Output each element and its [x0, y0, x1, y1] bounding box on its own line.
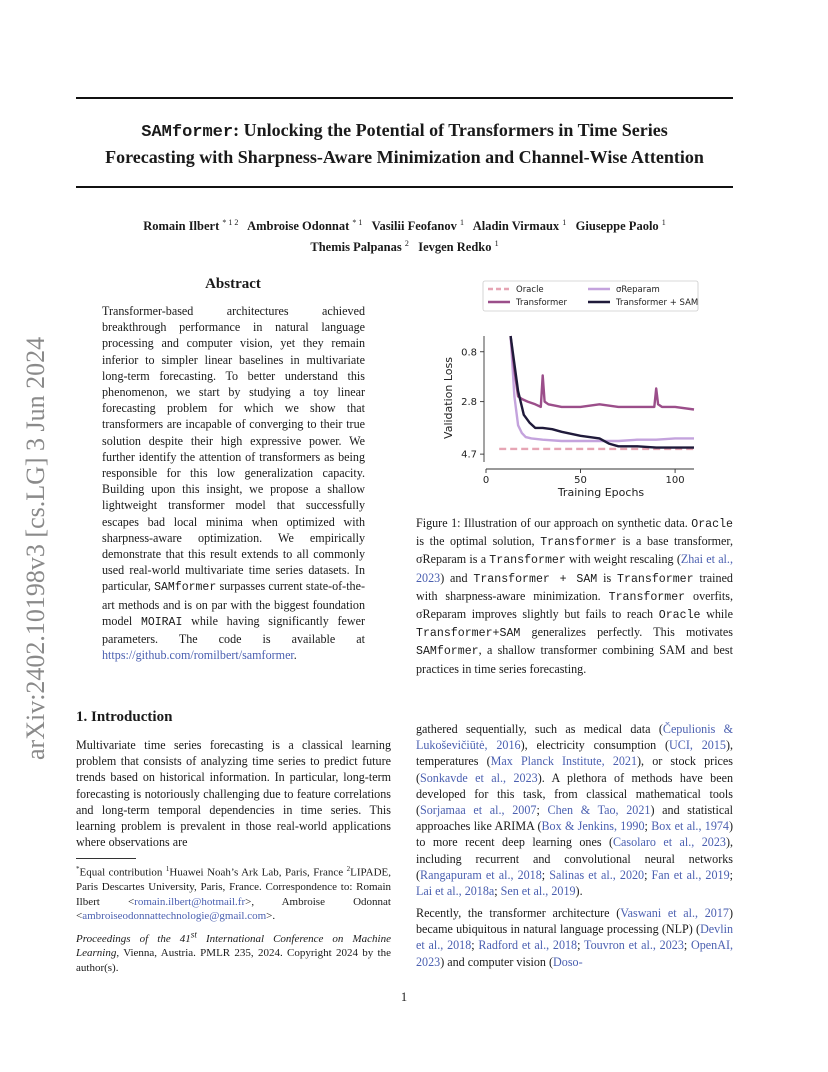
- series-line-reparam: [511, 336, 694, 441]
- citation-link[interactable]: Chen & Tao, 2021: [547, 803, 651, 818]
- x-axis-label: Training Epochs: [557, 486, 645, 499]
- x-ticks: [483, 469, 685, 486]
- email-link[interactable]: ambroiseodonnattechnologie@gmail.com: [82, 910, 267, 923]
- citation-link[interactable]: UCI, 2015: [669, 738, 726, 753]
- legend-label-oracle: Oracle: [516, 285, 544, 295]
- footnote-rule: [76, 858, 136, 859]
- citation-link[interactable]: Sorjamaa et al., 2007: [420, 803, 537, 818]
- abstract-heading: Abstract: [205, 276, 261, 292]
- citation-link[interactable]: Box et al., 1974: [651, 819, 729, 834]
- author-list: [76, 214, 733, 256]
- intro-paragraph: Multivariate time series forecasting is a classical learning problem that consists of analyzing time series to predict future trends based on historical information. In particular, long-term forecasting is notoriously challenging due to feature correlations and long-term temporal dependencies in time series. This learning problem is prevalent in those real-world applications where observations are: [76, 738, 391, 850]
- footnote: *Equal contribution $^1$Huawei Noah’s Ark Lab, Paris, France $^2$LIPADE, Paris Descartes University, Paris, France. Correspondence to: Romain Ilbert <romain.ilbert@hotmail.fr>, Ambroise Odonnat <ambroiseodonnattechnologie@gmail.com>.: [76, 865, 391, 923]
- paper-title: SAMformer: Unlocking the Potential of Transformers in Time Series Forecasting with Sharpness-Aware Minimization and Channel-Wise Attention: [105, 120, 704, 167]
- plot-lines: [499, 336, 694, 449]
- citation-link[interactable]: Touvron et al., 2023: [584, 938, 684, 953]
- citation-link[interactable]: Rangapuram et al., 2018: [420, 867, 542, 882]
- citation-link[interactable]: OpenAI, 2023: [416, 938, 734, 969]
- citation-link[interactable]: Zhai et al., 2023: [416, 552, 733, 585]
- author: Aladin Virmaux $^1$: [472, 218, 567, 234]
- page-number: 1: [400, 990, 408, 1004]
- figure-validation-loss-chart: [438, 278, 738, 503]
- y-ticks: [461, 347, 484, 460]
- author: Romain Ilbert $^{* 1 2}$: [143, 218, 239, 234]
- x-tick-label: 100: [665, 475, 685, 486]
- y-axis-label: Validation Loss: [442, 357, 455, 439]
- citation-link[interactable]: Devlin et al., 2018: [416, 922, 733, 953]
- title-bottom-rule: [76, 186, 733, 188]
- citation-link[interactable]: Doso-: [553, 954, 583, 969]
- y-tick-label: 2.8: [461, 397, 477, 409]
- legend-label-reparam: σReparam: [616, 285, 660, 295]
- proceedings-note: Proceedings of the 41st International Conference on Machine Learning, Vienna, Austria. PMLR 235, 2024. Copyright 2024 by the author(s).: [76, 929, 391, 974]
- citation-link[interactable]: Box & Jenkins, 1990: [541, 819, 645, 834]
- figure-caption: Figure 1: Illustration of our approach on synthetic data. Oracle is the optimal solution, Transformer is a base transformer, σReparam is a Transformer with weight rescaling (Zhai et al., 2023) and Transformer + SAM is Transformer trained with sharpness-aware minimization. Transformer overfits, σReparam improves slightly but fails to reach Oracle while Transformer+SAM generalizes perfectly. This motivates SAMformer, a shallow transformer combining SAM and best practices in time series forecasting.: [416, 516, 733, 676]
- intro-paragraph-2: Recently, the transformer architecture (Vaswani et al., 2017) became ubiquitous in natural language processing (NLP) (Devlin et al., 2018; Radford et al., 2018; Touvron et al., 2023; OpenAI, 2023) and computer vision (Doso-: [416, 906, 734, 969]
- author: Vasilii Feofanov $^1$: [371, 218, 464, 234]
- legend-label-sam: Transformer + SAM: [616, 298, 699, 308]
- citation-link[interactable]: Fan et al., 2019: [651, 867, 730, 882]
- author: Themis Palpanas $^2$: [310, 239, 409, 255]
- x-tick-label: 50: [574, 475, 587, 486]
- citation-link[interactable]: Čepulionis & Lukoševičiūtė, 2016: [416, 722, 734, 753]
- author: Giuseppe Paolo $^1$: [575, 218, 666, 234]
- author: Ievgen Redko $^1$: [418, 239, 499, 255]
- section-heading-introduction: 1. Introduction: [76, 709, 173, 725]
- abstract-text: Transformer-based architectures achieved breakthrough performance in natural language processing and computer vision, yet they remain inferior to simpler linear baselines in multivariate long-term forecasting. To better understand this phenomenon, we start by studying a toy linear forecasting problem for which we show that transformers are incapable of converging to their true solution despite their high expressive power. We further identify the attention of transformers as being responsible for this low generalization capacity. Building upon this insight, we propose a shallow lightweight transformer model that successfully escapes bad local minima when optimized with sharpness-aware optimization. We empirically demonstrate that this result extends to all commonly used real-world multivariate time series datasets. In particular, SAMformer surpasses current state-of-the-art methods and is on par with the biggest foundation model MOIRAI while having significantly fewer parameters. The code is available at https://github.com/romilbert/samformer.: [102, 304, 365, 663]
- citation-link[interactable]: Sonkavde et al., 2023: [420, 770, 538, 785]
- arxiv-identifier: arXiv:2402.10198v3 [cs.LG] 3 Jun 2024: [21, 336, 50, 760]
- citation-link[interactable]: Casolaro et al., 2023: [612, 835, 726, 850]
- y-tick-label: 4.7: [461, 449, 477, 461]
- citation-link[interactable]: Salinas et al., 2020: [549, 867, 645, 882]
- series-line-transformer: [511, 336, 694, 410]
- citation-link[interactable]: Radford et al., 2018: [478, 938, 578, 953]
- citation-link[interactable]: Sen et al., 2019: [500, 884, 576, 899]
- citation-link[interactable]: Max Planck Institute, 2021: [490, 754, 638, 769]
- author: Ambroise Odonnat $^{* 1}$: [247, 218, 363, 234]
- legend-label-transformer: Transformer: [516, 298, 568, 308]
- code-link[interactable]: https://github.com/romilbert/samformer: [102, 648, 294, 663]
- citation-link[interactable]: Lai et al., 2018a: [416, 884, 495, 899]
- citation-link[interactable]: Vaswani et al., 2017: [620, 906, 729, 920]
- title-top-rule: [76, 97, 733, 99]
- intro-paragraph-continued: gathered sequentially, such as medical data (Čepulionis & Lukoševičiūtė, 2016), electricity consumption (UCI, 2015), temperatures (Max Planck Institute, 2021), or stock prices (Sonkavde et al., 2023). A plethora of methods have been developed for this task, from classical mathematical tools (Sorjamaa et al., 2007; Chen & Tao, 2021) and statistical approaches like ARIMA (Box & Jenkins, 1990; Box et al., 1974) to more recent deep learning ones (Casolaro et al., 2023), including recurrent and convolutional neural networks (Rangapuram et al., 2018; Salinas et al., 2020; Fan et al., 2019; Lai et al., 2018a; Sen et al., 2019).: [416, 722, 734, 899]
- email-link[interactable]: romain.ilbert@hotmail.fr: [134, 895, 246, 908]
- y-tick-label: 0.8: [461, 347, 477, 359]
- x-tick-label: 0: [482, 475, 490, 486]
- series-line-transformer-sam: [511, 336, 694, 448]
